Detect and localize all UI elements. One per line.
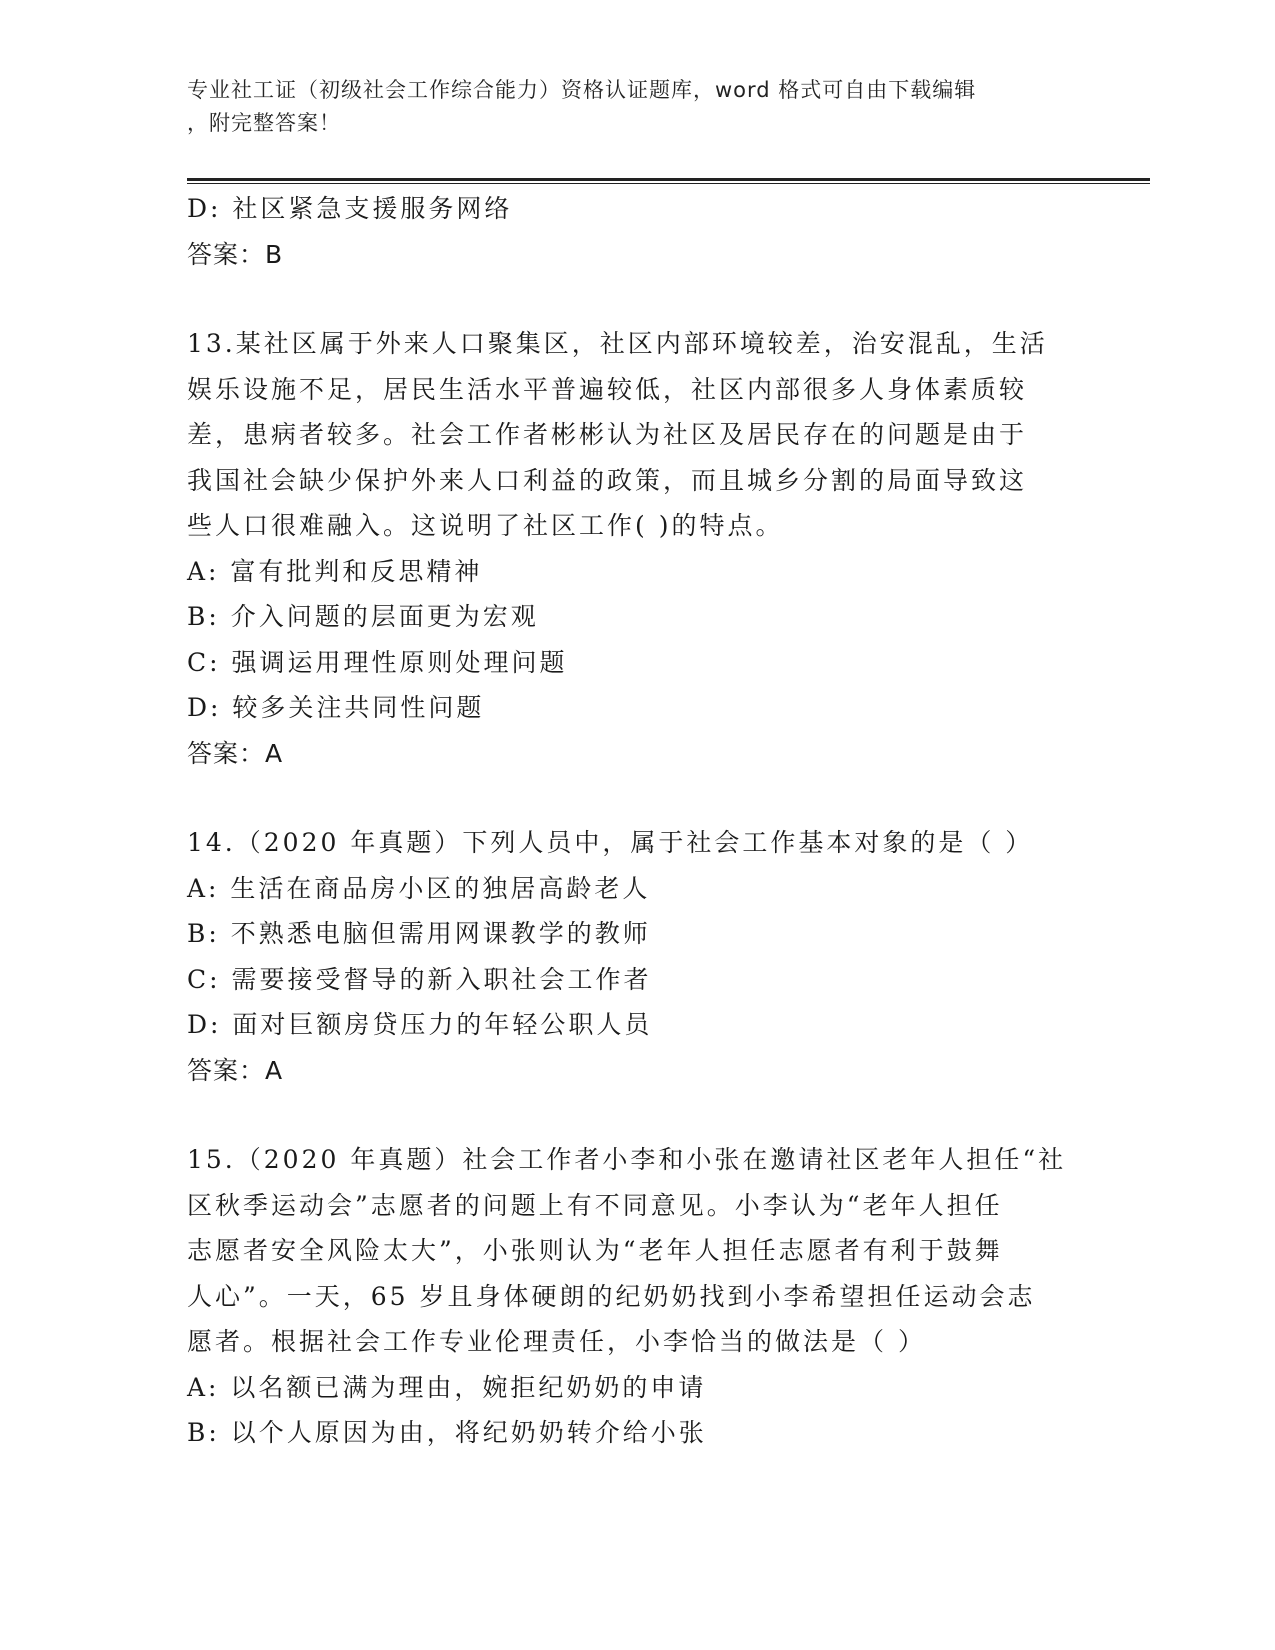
option-c: C: 强调运用理性原则处理问题 — [187, 647, 568, 677]
question-stem-line: 我国社会缺少保护外来人口利益的政策，而且城乡分割的局面导致这 — [187, 465, 1028, 495]
option-b: B: 介入问题的层面更为宏观 — [187, 602, 539, 631]
option-d: D: 较多关注共同性问题 — [187, 693, 485, 722]
option-a: A: 生活在商品房小区的独居高龄老人 — [187, 873, 651, 903]
option-c: C: 需要接受督导的新入职社会工作者 — [187, 964, 652, 994]
question-content — [187, 186, 1087, 1456]
header-line-1: 专业社工证（初级社会工作综合能力）资格认证题库，word 格式可自由下载编辑 — [187, 78, 977, 102]
question-stem-line: 人心”。一天，65 岁且身体硬朗的纪奶奶找到小李希望担任运动会志 — [187, 1281, 1036, 1311]
question-stem-line: 愿者。根据社会工作专业伦理责任，小李恰当的做法是（ ） — [187, 1327, 926, 1356]
question-stem-line: 志愿者安全风险太大”，小张则认为“老年人担任志愿者有利于鼓舞 — [187, 1236, 1003, 1265]
option-a: A: 以名额已满为理由，婉拒纪奶奶的申请 — [187, 1372, 707, 1402]
header-divider-thick — [187, 178, 1150, 181]
question-15 — [187, 1137, 1087, 1456]
option-b: B: 不熟悉电脑但需用网课教学的教师 — [187, 919, 651, 948]
question-stem-line: 14.（2020 年真题）下列人员中，属于社会工作基本对象的是（ ） — [187, 828, 1034, 857]
question-stem-line: 13.某社区属于外来人口聚集区，社区内部环境较差，治安混乱，生活 — [187, 329, 1048, 358]
option-d: D: 面对巨额房贷压力的年轻公职人员 — [187, 1010, 653, 1039]
answer: 答案：A — [187, 738, 284, 768]
question-stem-line: 区秋季运动会”志愿者的问题上有不同意见。小李认为“老年人担任 — [187, 1190, 1003, 1220]
question-stem-line: 15.（2020 年真题）社会工作者小李和小张在邀请社区老年人担任“社 — [187, 1145, 1067, 1174]
document-header — [187, 74, 1087, 140]
prev-question-option-d: D: 社区紧急支援服务网络 — [187, 194, 513, 223]
question-stem-line: 些人口很难融入。这说明了社区工作( )的特点。 — [187, 511, 784, 540]
prev-question-answer: 答案：B — [187, 239, 284, 269]
question-13 — [187, 321, 1087, 776]
option-b: B: 以个人原因为由，将纪奶奶转介给小张 — [187, 1418, 707, 1447]
question-stem-line: 娱乐设施不足，居民生活水平普遍较低，社区内部很多人身体素质较 — [187, 374, 1028, 404]
question-stem-line: 差，患病者较多。社会工作者彬彬认为社区及居民存在的问题是由于 — [187, 420, 1028, 449]
header-divider-thin — [187, 183, 1150, 184]
option-a: A: 富有批判和反思精神 — [187, 556, 483, 586]
answer: 答案：A — [187, 1055, 284, 1085]
question-14 — [187, 820, 1087, 1093]
header-line-2: ，附完整答案！ — [187, 111, 341, 135]
